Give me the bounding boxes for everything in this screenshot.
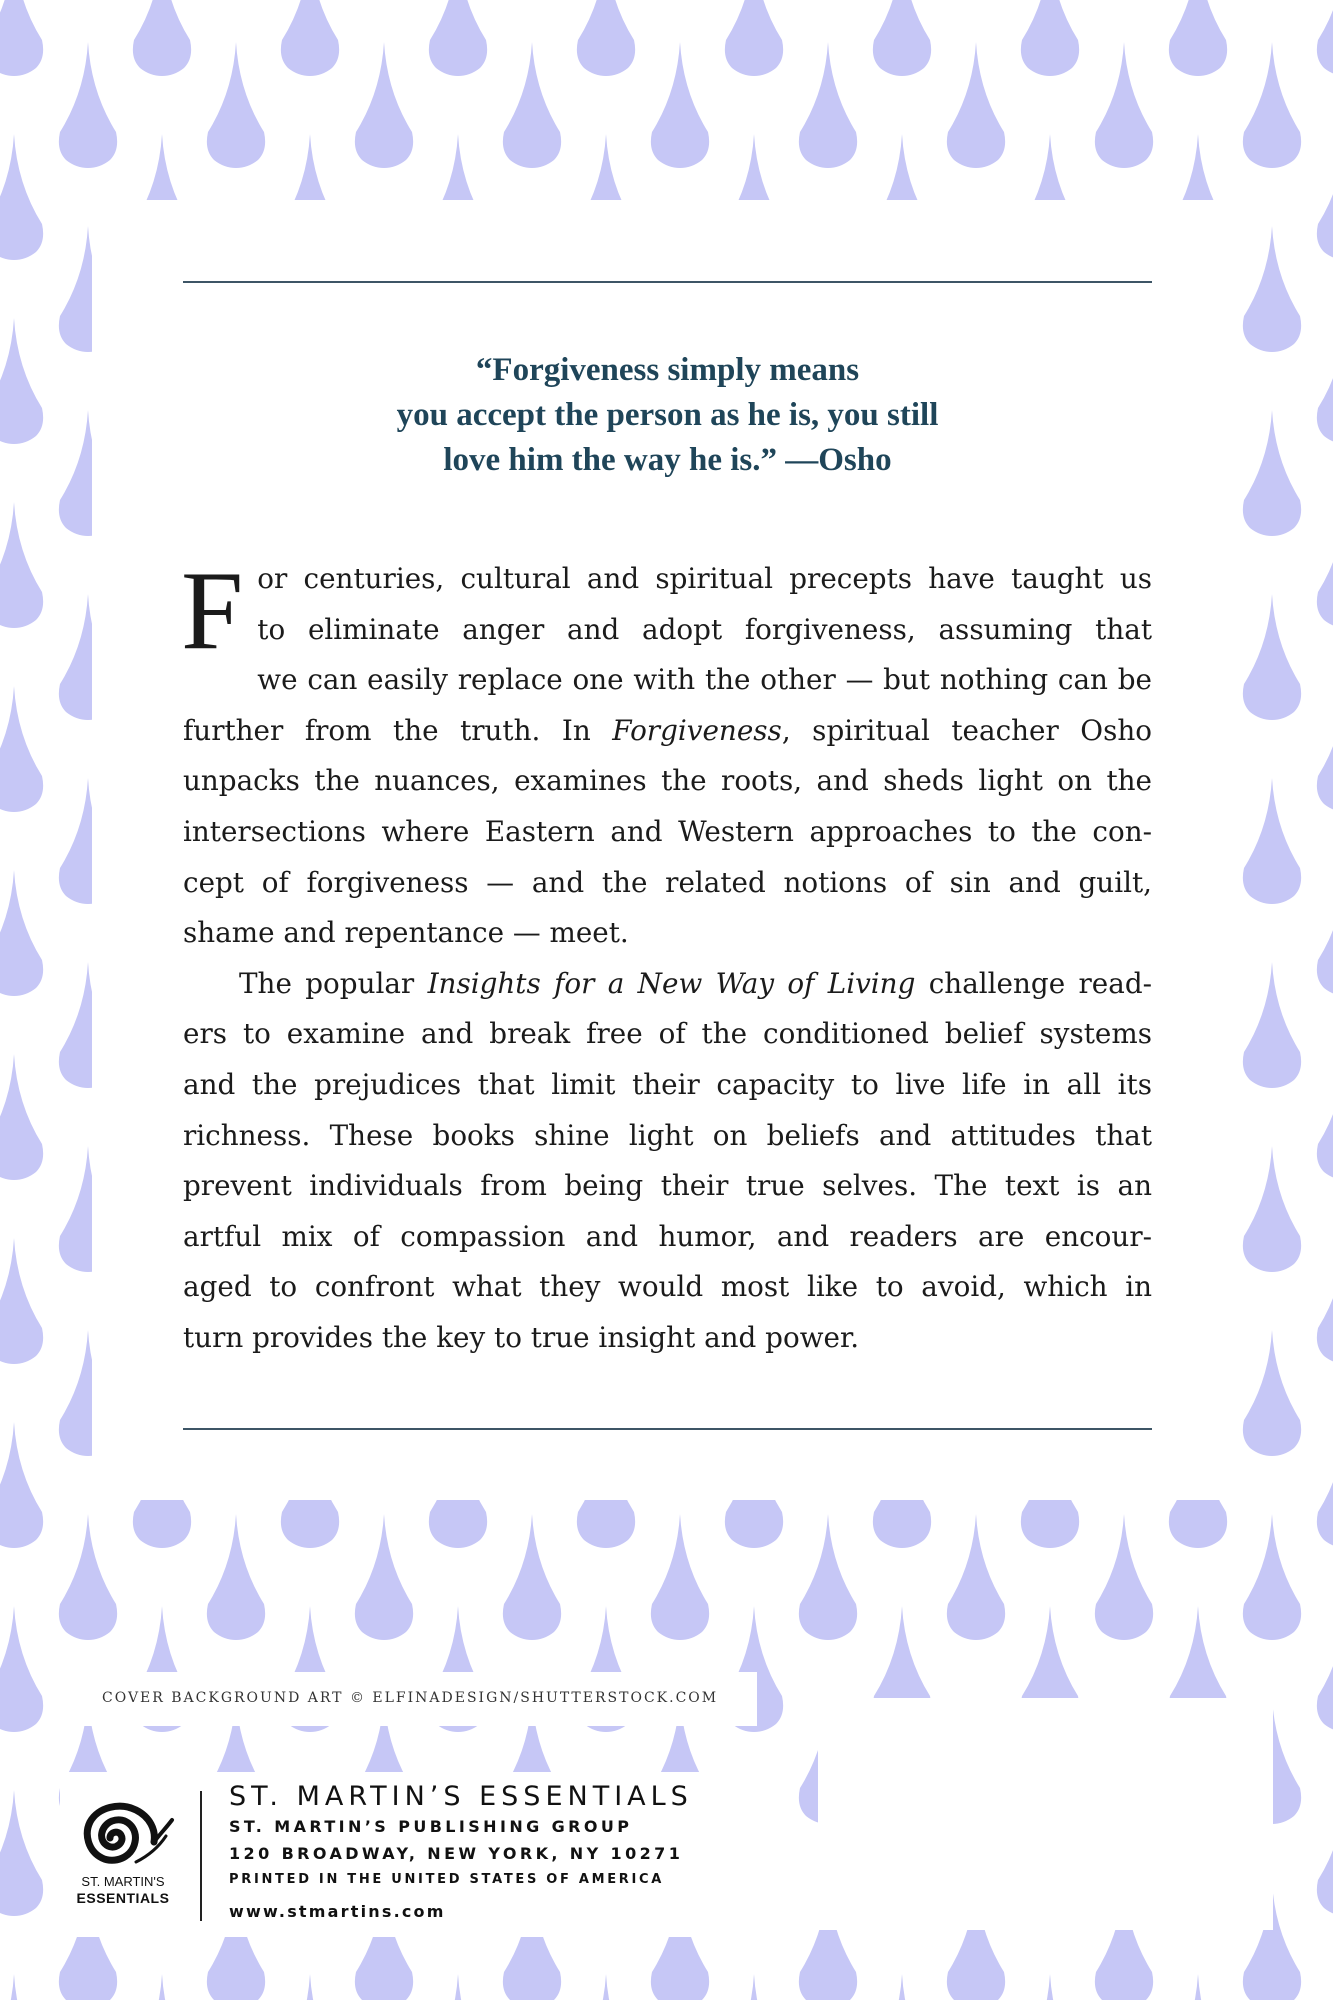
- text-line: we can easily replace one with the other — but nothing can be: [257, 663, 1152, 697]
- quote-line: love him the way he is.” —Osho: [443, 442, 892, 478]
- text-line: cept of forgiveness — and the related notions of sin and guilt,: [183, 865, 1152, 899]
- text-line: prevent individuals from being their true selves. The text is an: [183, 1169, 1152, 1203]
- text-line: The popular Insights for a New Way of Living challenge read-: [239, 966, 1153, 1000]
- text-line: richness. These books shine light on beliefs and attitudes that: [183, 1118, 1152, 1152]
- publisher-group: ST. MARTIN’S PUBLISHING GROUP: [229, 1817, 633, 1836]
- text-line: intersections where Eastern and Western approaches to the con-: [183, 814, 1152, 848]
- publisher-address: 120 BROADWAY, NEW YORK, NY 10271: [229, 1844, 684, 1863]
- text-line: or centuries, cultural and spiritual precepts have taught us: [257, 562, 1152, 595]
- description-text: [181, 549, 1153, 1364]
- quote-line: you accept the person as he is, you still: [396, 397, 939, 433]
- text-line: further from the truth. In Forgiveness, spiritual teacher Osho: [183, 713, 1152, 747]
- book-title: Forgiveness: [612, 713, 782, 747]
- top-rule: [183, 281, 1152, 283]
- text-line: artful mix of compassion and humor, and readers are encour-: [183, 1219, 1152, 1253]
- text-line: and the prejudices that limit their capacity to live life in all its: [183, 1067, 1152, 1101]
- logo-text: ST. MARTIN'S: [81, 1874, 165, 1889]
- printed-notice: PRINTED IN THE UNITED STATES OF AMERICA: [229, 1872, 665, 1887]
- quote-line: “Forgiveness simply means: [475, 352, 860, 388]
- text-line: aged to confront what they would most like to avoid, which in: [183, 1270, 1152, 1304]
- art-credit: COVER BACKGROUND ART © ELFINADESIGN/SHUTTERSTOCK.COM: [102, 1690, 719, 1706]
- publisher-url[interactable]: www.stmartins.com: [229, 1902, 446, 1921]
- text-line: unpacks the nuances, examines the roots, and sheds light on the: [183, 764, 1152, 798]
- text-line: turn provides the key to true insight and power.: [183, 1320, 860, 1354]
- logo-text: ESSENTIALS: [76, 1890, 170, 1906]
- series-title: Insights for a New Way of Living: [427, 966, 916, 1000]
- pull-quote: [183, 348, 1152, 483]
- text-line: shame and repentance — meet.: [183, 916, 629, 950]
- bottom-rule: [183, 1428, 1152, 1430]
- divider: [200, 1791, 202, 1921]
- text-line: to eliminate anger and adopt forgiveness, assuming that: [257, 612, 1152, 646]
- barcode-area: [818, 1698, 1273, 1930]
- text-line: ers to examine and break free of the conditioned belief systems: [183, 1017, 1152, 1051]
- publisher-name: ST. MARTIN’S ESSENTIALS: [229, 1781, 693, 1812]
- drop-cap: F: [181, 549, 244, 673]
